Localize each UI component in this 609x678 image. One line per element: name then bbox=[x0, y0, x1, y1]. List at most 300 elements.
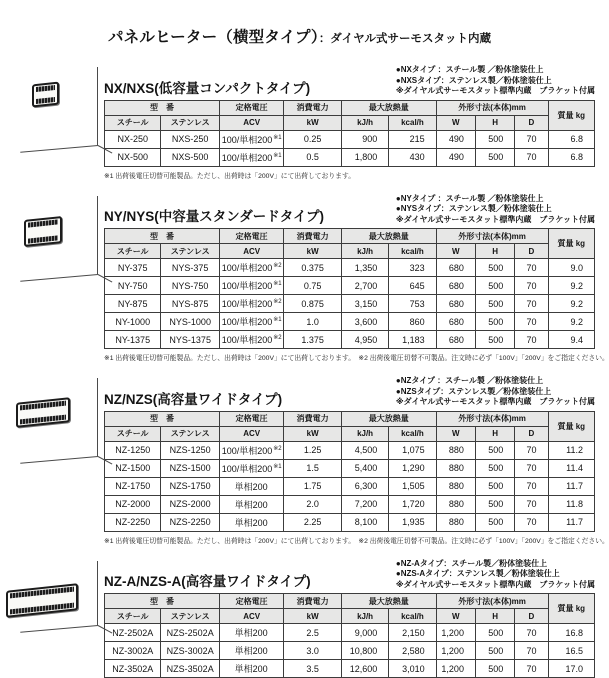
col-header-weight: 質量 kg bbox=[548, 594, 594, 624]
cell-heat-kcalh: 430 bbox=[389, 148, 436, 166]
header-row-1 bbox=[105, 229, 595, 244]
section-content bbox=[104, 194, 600, 363]
cell-voltage bbox=[219, 313, 284, 331]
section-notes bbox=[396, 65, 595, 97]
cell-power-kw: 2.25 bbox=[284, 513, 341, 531]
cell-weight: 11.4 bbox=[548, 459, 594, 477]
voltage-footnote-mark: ※2 bbox=[273, 335, 281, 341]
cell-heat-kcalh: 1,290 bbox=[389, 459, 436, 477]
voltage-footnote-mark: ※2 bbox=[273, 263, 281, 269]
spec-row bbox=[105, 477, 595, 495]
voltage-value: 100/単相200 bbox=[222, 335, 273, 345]
cell-voltage bbox=[219, 259, 284, 277]
cell-weight: 6.8 bbox=[548, 148, 594, 166]
voltage-value: 100/単相200 bbox=[222, 281, 273, 291]
cell-heat-kcalh: 1,505 bbox=[389, 477, 436, 495]
cell-stainless-model: NXS-500 bbox=[161, 148, 219, 166]
voltage-footnote-mark: ※1 bbox=[273, 135, 281, 141]
cell-width: 680 bbox=[436, 259, 475, 277]
spec-row bbox=[105, 259, 595, 277]
cell-depth: 70 bbox=[515, 624, 548, 642]
cell-heat-kjh: 3,150 bbox=[341, 295, 388, 313]
heater-grill-bottom-icon bbox=[10, 602, 74, 614]
page-title-sub: ：ダイヤル式サーモスタット内蔵 bbox=[319, 33, 491, 45]
cell-stainless-model: NZS-2502A bbox=[161, 624, 219, 642]
col-header-kcalh: kcal/h bbox=[389, 609, 436, 624]
heater-grill-top-icon bbox=[28, 219, 58, 227]
cell-voltage bbox=[219, 277, 284, 295]
spec-table bbox=[104, 593, 595, 678]
col-header-dims: 外形寸法(本体)mm bbox=[436, 229, 548, 244]
cell-voltage bbox=[219, 642, 284, 660]
section-header bbox=[104, 65, 595, 97]
section-footnote: ※1 出荷後電圧切替可能製品。ただし、出荷時は「200V」にて出荷しております。 ※2 出荷後電圧切替不可製品。注文時に必ず「100V」「200V」をご指定ください。 bbox=[104, 535, 595, 545]
cell-weight: 17.0 bbox=[548, 660, 594, 678]
cell-steel-model: NY-1000 bbox=[105, 313, 161, 331]
cell-heat-kcalh: 1,720 bbox=[389, 495, 436, 513]
col-header-model: 型 番 bbox=[105, 594, 220, 609]
floor-line-left-icon bbox=[20, 625, 98, 633]
cell-steel-model: NX-250 bbox=[105, 130, 161, 148]
section-heading: NY/NYS(中容量スタンダードタイプ) bbox=[104, 205, 324, 225]
heater-illustration bbox=[0, 65, 104, 180]
cell-width: 1,200 bbox=[436, 642, 475, 660]
cell-heat-kjh: 9,000 bbox=[341, 624, 388, 642]
cell-depth: 70 bbox=[515, 331, 548, 349]
cell-heat-kjh: 5,400 bbox=[341, 459, 388, 477]
cell-heat-kcalh: 2,150 bbox=[389, 624, 436, 642]
floor-line-left-icon bbox=[20, 274, 98, 282]
col-header-kjh: kJ/h bbox=[341, 609, 388, 624]
voltage-footnote-mark: ※1 bbox=[273, 281, 281, 287]
cell-height: 500 bbox=[475, 130, 514, 148]
note-line: ●NZSタイプ：ステンレス製／粉体塗装仕上 bbox=[396, 387, 595, 398]
spec-row bbox=[105, 642, 595, 660]
cell-power-kw: 0.25 bbox=[284, 130, 341, 148]
col-header-voltage: 定格電圧 bbox=[219, 594, 284, 609]
voltage-value: 単相200 bbox=[235, 482, 268, 492]
spec-table bbox=[104, 411, 595, 532]
heater-illustration bbox=[0, 376, 104, 545]
section-notes bbox=[396, 559, 595, 591]
spec-row bbox=[105, 331, 595, 349]
col-header-voltage: 定格電圧 bbox=[219, 229, 284, 244]
col-header-h: H bbox=[475, 115, 514, 130]
cell-steel-model: NZ-3002A bbox=[105, 642, 161, 660]
cell-depth: 70 bbox=[515, 148, 548, 166]
cell-heat-kjh: 7,200 bbox=[341, 495, 388, 513]
cell-heat-kcalh: 753 bbox=[389, 295, 436, 313]
cell-heat-kcalh: 3,010 bbox=[389, 660, 436, 678]
spec-table-body bbox=[105, 259, 595, 349]
cell-depth: 70 bbox=[515, 277, 548, 295]
cell-height: 500 bbox=[475, 313, 514, 331]
voltage-footnote-mark: ※1 bbox=[273, 153, 281, 159]
cell-heat-kjh: 8,100 bbox=[341, 513, 388, 531]
col-header-dims: 外形寸法(本体)mm bbox=[436, 594, 548, 609]
product-section bbox=[0, 194, 600, 363]
spec-row bbox=[105, 130, 595, 148]
voltage-footnote-mark: ※2 bbox=[273, 446, 281, 452]
cell-depth: 70 bbox=[515, 495, 548, 513]
cell-height: 500 bbox=[475, 477, 514, 495]
col-header-d: D bbox=[515, 609, 548, 624]
panel-heater-icon bbox=[16, 397, 70, 428]
col-header-weight: 質量 kg bbox=[548, 100, 594, 130]
spec-table-body bbox=[105, 130, 595, 166]
spec-row bbox=[105, 148, 595, 166]
cell-width: 1,200 bbox=[436, 624, 475, 642]
col-header-model: 型 番 bbox=[105, 411, 220, 426]
header-row-2 bbox=[105, 609, 595, 624]
cell-heat-kjh: 1,350 bbox=[341, 259, 388, 277]
note-line: ●NXSタイプ：ステンレス製／粉体塗装仕上 bbox=[396, 76, 595, 87]
cell-height: 500 bbox=[475, 459, 514, 477]
col-header-w: W bbox=[436, 115, 475, 130]
cell-voltage bbox=[219, 148, 284, 166]
voltage-footnote-mark: ※2 bbox=[273, 299, 281, 305]
cell-depth: 70 bbox=[515, 459, 548, 477]
voltage-footnote-mark: ※1 bbox=[273, 317, 281, 323]
col-header-acv: ACV bbox=[219, 609, 284, 624]
page-title bbox=[108, 13, 594, 50]
col-header-d: D bbox=[515, 115, 548, 130]
cell-width: 490 bbox=[436, 130, 475, 148]
voltage-value: 100/単相200 bbox=[222, 317, 273, 327]
col-header-steel: スチール bbox=[105, 115, 161, 130]
col-header-power: 消費電力 bbox=[284, 411, 341, 426]
col-header-d: D bbox=[515, 426, 548, 441]
col-header-voltage: 定格電圧 bbox=[219, 411, 284, 426]
header-row-1 bbox=[105, 411, 595, 426]
cell-power-kw: 3.0 bbox=[284, 642, 341, 660]
col-header-h: H bbox=[475, 244, 514, 259]
cell-depth: 70 bbox=[515, 477, 548, 495]
heater-illustration bbox=[0, 559, 104, 678]
header-row-2 bbox=[105, 426, 595, 441]
cell-depth: 70 bbox=[515, 642, 548, 660]
cell-height: 500 bbox=[475, 277, 514, 295]
cell-heat-kjh: 10,800 bbox=[341, 642, 388, 660]
cell-height: 500 bbox=[475, 259, 514, 277]
cell-steel-model: NZ-2000 bbox=[105, 495, 161, 513]
cell-weight: 11.2 bbox=[548, 441, 594, 459]
col-header-kw: kW bbox=[284, 244, 341, 259]
cell-power-kw: 0.75 bbox=[284, 277, 341, 295]
product-section bbox=[0, 376, 600, 545]
heater-grill-top-icon bbox=[20, 401, 66, 411]
col-header-kcalh: kcal/h bbox=[389, 244, 436, 259]
col-header-voltage: 定格電圧 bbox=[219, 100, 284, 115]
cell-power-kw: 1.0 bbox=[284, 313, 341, 331]
cell-stainless-model: NYS-875 bbox=[161, 295, 219, 313]
voltage-value: 単相200 bbox=[235, 500, 268, 510]
cell-stainless-model: NZS-2250 bbox=[161, 513, 219, 531]
section-header bbox=[104, 559, 595, 591]
spec-row bbox=[105, 513, 595, 531]
spec-row bbox=[105, 295, 595, 313]
cell-voltage bbox=[219, 477, 284, 495]
cell-voltage bbox=[219, 130, 284, 148]
cell-stainless-model: NZS-1250 bbox=[161, 441, 219, 459]
col-header-steel: スチール bbox=[105, 244, 161, 259]
cell-weight: 9.2 bbox=[548, 313, 594, 331]
cell-weight: 6.8 bbox=[548, 130, 594, 148]
cell-weight: 11.7 bbox=[548, 477, 594, 495]
cell-voltage bbox=[219, 459, 284, 477]
header-row-2 bbox=[105, 115, 595, 130]
cell-height: 500 bbox=[475, 331, 514, 349]
cell-stainless-model: NXS-250 bbox=[161, 130, 219, 148]
cell-heat-kjh: 6,300 bbox=[341, 477, 388, 495]
spec-table-head bbox=[105, 411, 595, 441]
note-line: ●NYSタイプ：ステンレス製／粉体塗装仕上 bbox=[396, 204, 595, 215]
cell-width: 880 bbox=[436, 459, 475, 477]
voltage-value: 100/単相200 bbox=[222, 263, 273, 273]
col-header-dims: 外形寸法(本体)mm bbox=[436, 411, 548, 426]
cell-stainless-model: NZS-1750 bbox=[161, 477, 219, 495]
col-header-stainless: ステンレス bbox=[161, 244, 219, 259]
cell-power-kw: 0.375 bbox=[284, 259, 341, 277]
wall-corner-line-icon bbox=[97, 378, 98, 456]
col-header-d: D bbox=[515, 244, 548, 259]
voltage-value: 単相200 bbox=[235, 664, 268, 674]
page-title-main: パネルヒーター（横型タイプ） bbox=[108, 29, 319, 46]
col-header-model: 型 番 bbox=[105, 100, 220, 115]
col-header-w: W bbox=[436, 426, 475, 441]
section-content bbox=[104, 376, 600, 545]
cell-steel-model: NZ-3502A bbox=[105, 660, 161, 678]
voltage-value: 100/単相200 bbox=[222, 464, 273, 474]
spec-row bbox=[105, 660, 595, 678]
section-header bbox=[104, 376, 595, 408]
voltage-value: 100/単相200 bbox=[222, 446, 273, 456]
cell-stainless-model: NZS-3002A bbox=[161, 642, 219, 660]
cell-weight: 11.8 bbox=[548, 495, 594, 513]
wall-corner-line-icon bbox=[97, 561, 98, 625]
col-header-h: H bbox=[475, 609, 514, 624]
panel-heater-icon bbox=[32, 82, 59, 108]
cell-heat-kcalh: 1,183 bbox=[389, 331, 436, 349]
col-header-weight: 質量 kg bbox=[548, 229, 594, 259]
cell-heat-kcalh: 1,935 bbox=[389, 513, 436, 531]
col-header-w: W bbox=[436, 244, 475, 259]
heater-grill-top-icon bbox=[10, 586, 74, 598]
cell-depth: 70 bbox=[515, 513, 548, 531]
heater-grill-bottom-icon bbox=[20, 415, 66, 425]
cell-heat-kjh: 4,950 bbox=[341, 331, 388, 349]
spec-row bbox=[105, 624, 595, 642]
section-heading: NX/NXS(低容量コンパクトタイプ) bbox=[104, 77, 310, 97]
wall-corner-line-icon bbox=[97, 67, 98, 145]
cell-steel-model: NX-500 bbox=[105, 148, 161, 166]
cell-weight: 9.2 bbox=[548, 295, 594, 313]
cell-steel-model: NZ-2502A bbox=[105, 624, 161, 642]
col-header-kjh: kJ/h bbox=[341, 426, 388, 441]
col-header-kjh: kJ/h bbox=[341, 244, 388, 259]
panel-heater-icon bbox=[6, 583, 78, 618]
header-row-1 bbox=[105, 100, 595, 115]
floor-line-left-icon bbox=[20, 456, 98, 464]
section-heading: NZ-A/NZS-A(高容量ワイドタイプ) bbox=[104, 570, 311, 590]
catalog-page bbox=[0, 13, 600, 613]
cell-power-kw: 1.5 bbox=[284, 459, 341, 477]
col-header-model: 型 番 bbox=[105, 229, 220, 244]
cell-height: 500 bbox=[475, 441, 514, 459]
cell-heat-kjh: 900 bbox=[341, 130, 388, 148]
voltage-value: 100/単相200 bbox=[222, 299, 273, 309]
note-line: ●NYタイプ ：スチール製 ／粉体塗装仕上 bbox=[396, 194, 595, 205]
col-header-kw: kW bbox=[284, 115, 341, 130]
cell-voltage bbox=[219, 495, 284, 513]
cell-width: 680 bbox=[436, 313, 475, 331]
cell-stainless-model: NZS-2000 bbox=[161, 495, 219, 513]
cell-heat-kjh: 2,700 bbox=[341, 277, 388, 295]
cell-weight: 9.2 bbox=[548, 277, 594, 295]
col-header-stainless: ステンレス bbox=[161, 115, 219, 130]
note-line: ※ダイヤル式サーモスタット標準内蔵 ブラケット付属 bbox=[396, 86, 595, 97]
cell-height: 500 bbox=[475, 295, 514, 313]
cell-stainless-model: NYS-1000 bbox=[161, 313, 219, 331]
cell-heat-kcalh: 860 bbox=[389, 313, 436, 331]
cell-heat-kcalh: 215 bbox=[389, 130, 436, 148]
col-header-h: H bbox=[475, 426, 514, 441]
spec-table bbox=[104, 228, 595, 349]
heater-illustration bbox=[0, 194, 104, 363]
cell-heat-kjh: 4,500 bbox=[341, 441, 388, 459]
note-line: ※ダイヤル式サーモスタット標準内蔵 ブラケット付属 bbox=[396, 397, 595, 408]
cell-power-kw: 1.375 bbox=[284, 331, 341, 349]
cell-width: 880 bbox=[436, 495, 475, 513]
cell-depth: 70 bbox=[515, 130, 548, 148]
spec-table-body bbox=[105, 441, 595, 531]
heater-grill-bottom-icon bbox=[36, 97, 55, 104]
spec-row bbox=[105, 459, 595, 477]
section-notes bbox=[396, 376, 595, 408]
section-content bbox=[104, 559, 600, 678]
spec-table-body bbox=[105, 624, 595, 678]
cell-steel-model: NY-1375 bbox=[105, 331, 161, 349]
col-header-stainless: ステンレス bbox=[161, 426, 219, 441]
cell-height: 500 bbox=[475, 624, 514, 642]
floor-line-left-icon bbox=[20, 145, 98, 153]
cell-heat-kjh: 3,600 bbox=[341, 313, 388, 331]
product-sections bbox=[0, 65, 600, 678]
cell-width: 490 bbox=[436, 148, 475, 166]
cell-power-kw: 1.25 bbox=[284, 441, 341, 459]
col-header-kcalh: kcal/h bbox=[389, 426, 436, 441]
cell-power-kw: 1.75 bbox=[284, 477, 341, 495]
wall-corner-line-icon bbox=[97, 196, 98, 274]
spec-row bbox=[105, 277, 595, 295]
spec-table-head bbox=[105, 229, 595, 259]
col-header-power: 消費電力 bbox=[284, 594, 341, 609]
cell-heat-kcalh: 323 bbox=[389, 259, 436, 277]
cell-steel-model: NZ-2250 bbox=[105, 513, 161, 531]
cell-width: 1,200 bbox=[436, 660, 475, 678]
cell-power-kw: 0.875 bbox=[284, 295, 341, 313]
cell-weight: 16.5 bbox=[548, 642, 594, 660]
cell-weight: 16.8 bbox=[548, 624, 594, 642]
col-header-kw: kW bbox=[284, 426, 341, 441]
cell-width: 680 bbox=[436, 295, 475, 313]
cell-voltage bbox=[219, 331, 284, 349]
cell-heat-kjh: 1,800 bbox=[341, 148, 388, 166]
voltage-value: 単相200 bbox=[235, 628, 268, 638]
cell-width: 680 bbox=[436, 277, 475, 295]
col-header-acv: ACV bbox=[219, 244, 284, 259]
heater-grill-top-icon bbox=[36, 85, 55, 92]
col-header-steel: スチール bbox=[105, 426, 161, 441]
cell-depth: 70 bbox=[515, 259, 548, 277]
note-line: ●NXタイプ ：スチール製 ／粉体塗装仕上 bbox=[396, 65, 595, 76]
cell-heat-kcalh: 645 bbox=[389, 277, 436, 295]
section-content bbox=[104, 65, 600, 180]
cell-depth: 70 bbox=[515, 313, 548, 331]
spec-row bbox=[105, 495, 595, 513]
spec-table-head bbox=[105, 594, 595, 624]
header-row-2 bbox=[105, 244, 595, 259]
section-footnote: ※1 出荷後電圧切替可能製品。ただし、出荷時は「200V」にて出荷しております。 bbox=[104, 170, 595, 180]
section-heading: NZ/NZS(高容量ワイドタイプ) bbox=[104, 388, 282, 408]
cell-weight: 9.4 bbox=[548, 331, 594, 349]
cell-height: 500 bbox=[475, 148, 514, 166]
col-header-w: W bbox=[436, 609, 475, 624]
col-header-stainless: ステンレス bbox=[161, 609, 219, 624]
cell-steel-model: NZ-1750 bbox=[105, 477, 161, 495]
spec-row bbox=[105, 313, 595, 331]
cell-weight: 9.0 bbox=[548, 259, 594, 277]
cell-heat-kcalh: 1,075 bbox=[389, 441, 436, 459]
voltage-footnote-mark: ※1 bbox=[273, 464, 281, 470]
cell-width: 880 bbox=[436, 513, 475, 531]
note-line: ※ダイヤル式サーモスタット標準内蔵 ブラケット付属 bbox=[396, 580, 595, 591]
cell-power-kw: 2.0 bbox=[284, 495, 341, 513]
col-header-power: 消費電力 bbox=[284, 100, 341, 115]
cell-power-kw: 3.5 bbox=[284, 660, 341, 678]
panel-heater-icon bbox=[24, 216, 62, 247]
cell-weight: 11.7 bbox=[548, 513, 594, 531]
cell-stainless-model: NYS-750 bbox=[161, 277, 219, 295]
col-header-acv: ACV bbox=[219, 115, 284, 130]
note-line: ●NZS-Aタイプ：ステンレス製／粉体塗装仕上 bbox=[396, 569, 595, 580]
cell-voltage bbox=[219, 660, 284, 678]
cell-stainless-model: NYS-1375 bbox=[161, 331, 219, 349]
col-header-heat: 最大放熱量 bbox=[341, 411, 436, 426]
col-header-heat: 最大放熱量 bbox=[341, 229, 436, 244]
cell-width: 680 bbox=[436, 331, 475, 349]
cell-height: 500 bbox=[475, 513, 514, 531]
cell-width: 880 bbox=[436, 441, 475, 459]
voltage-value: 単相200 bbox=[235, 646, 268, 656]
cell-power-kw: 2.5 bbox=[284, 624, 341, 642]
cell-height: 500 bbox=[475, 642, 514, 660]
section-footnote: ※1 出荷後電圧切替可能製品。ただし、出荷時は「200V」にて出荷しております。 ※2 出荷後電圧切替不可製品。注文時に必ず「100V」「200V」をご指定ください。 bbox=[104, 352, 595, 362]
header-row-1 bbox=[105, 594, 595, 609]
cell-steel-model: NY-375 bbox=[105, 259, 161, 277]
voltage-value: 100/単相200 bbox=[222, 135, 273, 145]
col-header-kjh: kJ/h bbox=[341, 115, 388, 130]
col-header-heat: 最大放熱量 bbox=[341, 100, 436, 115]
cell-stainless-model: NZS-3502A bbox=[161, 660, 219, 678]
cell-steel-model: NZ-1250 bbox=[105, 441, 161, 459]
section-notes bbox=[396, 194, 595, 226]
cell-voltage bbox=[219, 441, 284, 459]
cell-stainless-model: NZS-1500 bbox=[161, 459, 219, 477]
col-header-dims: 外形寸法(本体)mm bbox=[436, 100, 548, 115]
col-header-acv: ACV bbox=[219, 426, 284, 441]
col-header-kcalh: kcal/h bbox=[389, 115, 436, 130]
